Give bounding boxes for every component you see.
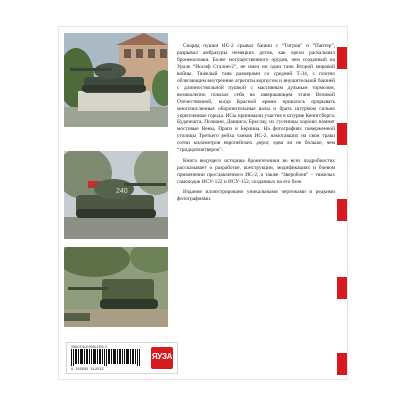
isbn-text: ISBN 978-5-9955-1252-3: [71, 345, 107, 349]
barcode-digits: 9 785995 512523: [71, 367, 104, 371]
tank-museum-photo: [64, 151, 168, 239]
publisher-logo-text: ЯУЗА: [151, 352, 173, 361]
self-propelled-gun-photo: [64, 247, 168, 327]
publisher-logo: [151, 347, 173, 369]
tank-monument-photo: [64, 33, 168, 127]
svg-text:240: 240: [116, 188, 128, 195]
barcode: [71, 349, 141, 366]
barcode-panel: [66, 342, 178, 374]
illustrations-note: Издание иллюстрировано уникальными чертежами и редкими фотографиями.: [177, 189, 335, 203]
book-back-cover: [58, 26, 348, 380]
annotation-text: [177, 43, 335, 206]
red-edge-block: [337, 47, 347, 69]
red-edge-block: [337, 353, 347, 375]
description-paragraph: Снаряд пушки ИС-2 срывал башни с “Тигров” и “Пантер”, разрывал амбразуры немецких дотов, как орехи раскалывал бронеколпаки. Более могущественного орудия, чем созданный на Урале “Иосиф Сталин-2”, не имел ни один танк Второй мировой войны. Тяжелый танк размерами со средний Т-34, с плотно облегающим внутренние агрегаты корпусом и внушительной башней с длинноствольной пушкой с массивным дульным тормозом, великолепно показал себя на завершающем этапе Великой Отечественной, когда Красной армии пришлось прорывать многочисленные оборонительные валы и брать штурмом сильно укрепленные города. ИСы принимали участие в штурме Кенигсберга, Будапешта, Познани, Данцига, Бреслау, их гусеницы хорошо помнят мостовые Вены, Праги и Берлина. На фотографиях поверженной столицы Третьего рейха танков ИС-2, намотавших на свои траки сотни километров европейских дорог, едва ли не больше, чем “тридцатьчетверок”.: [177, 43, 335, 154]
red-side-strip: [337, 27, 347, 379]
book-summary-paragraph: Книга ведущего историка бронетехники во всех подробностях рассказывает о разработке, конструкции, модификациях и боевом применении прославленного ИС-2, а также “Зверобоев” – тяжелых самоходок ИСУ-122 и ИСУ-152, созданных на его базе.: [177, 157, 335, 185]
red-edge-block: [337, 199, 347, 221]
red-edge-block: [337, 277, 347, 299]
red-edge-block: [337, 123, 347, 145]
